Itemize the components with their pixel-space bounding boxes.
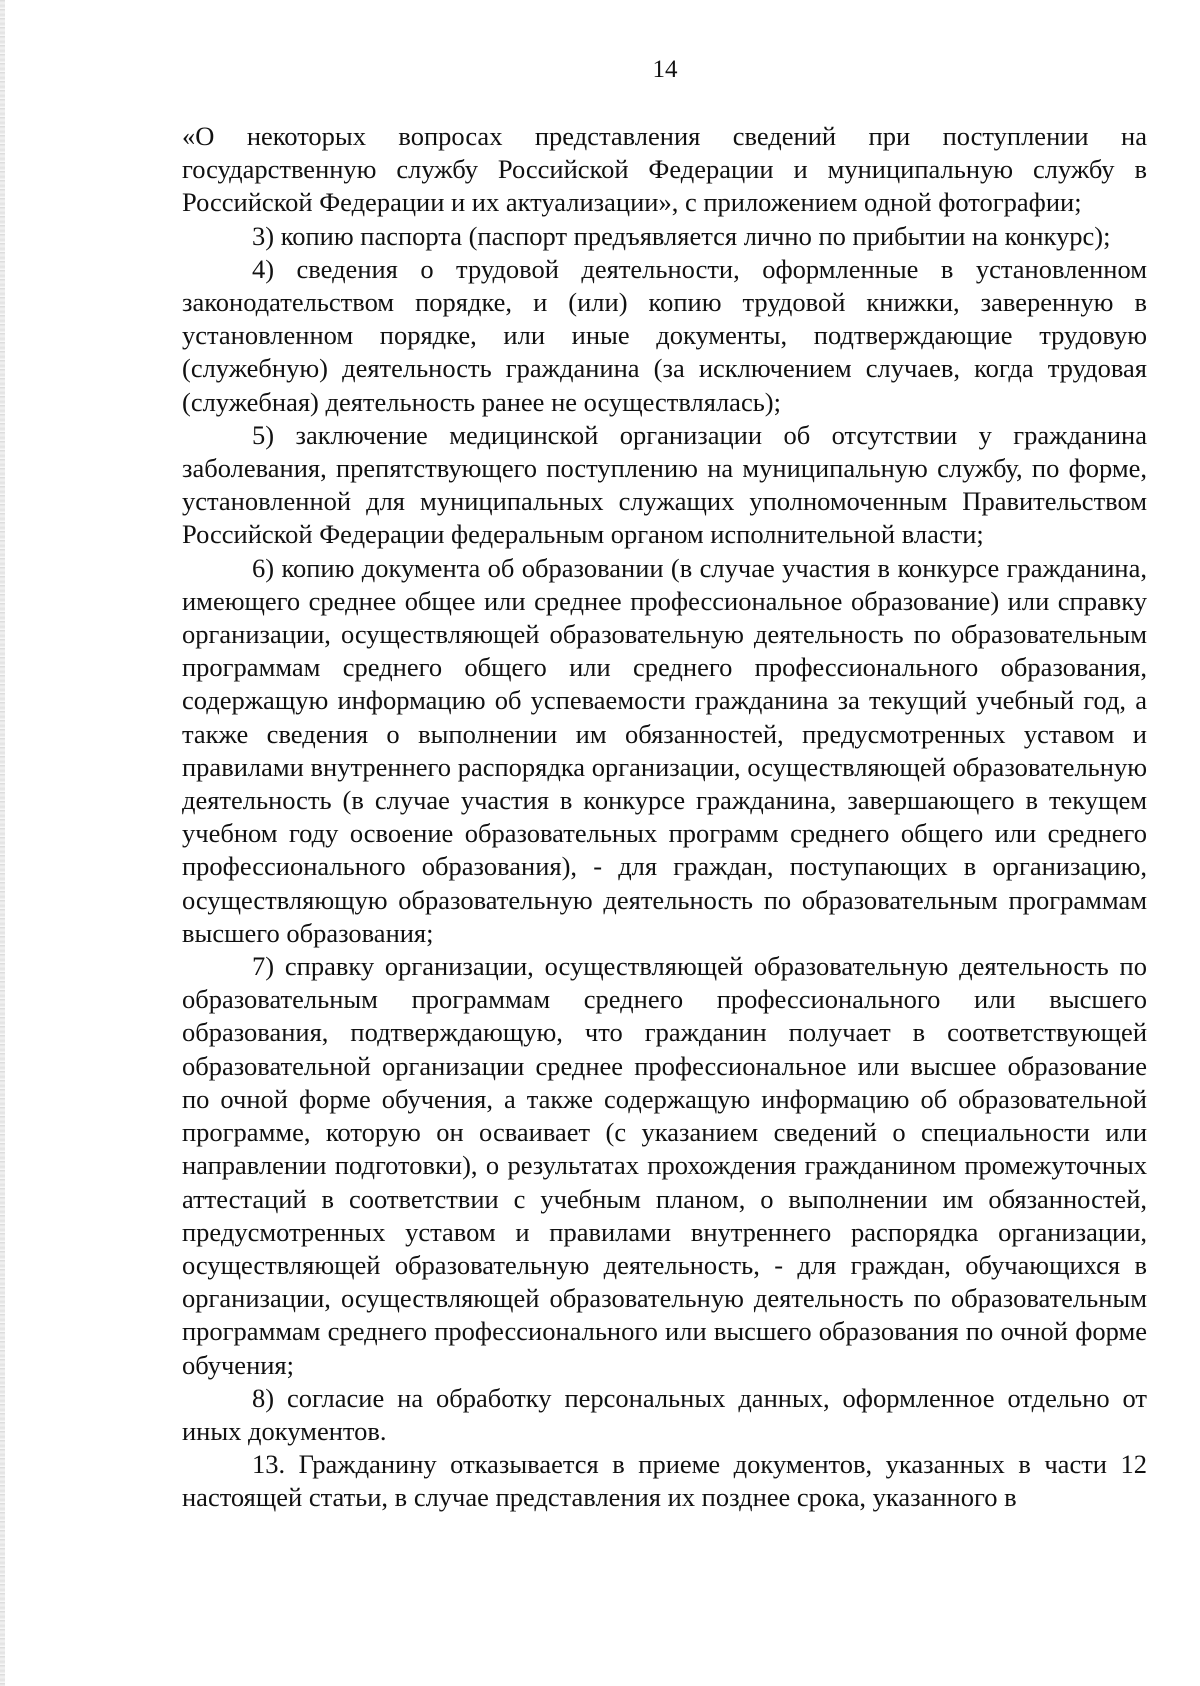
paragraph-item-3: 3) копию паспорта (паспорт предъявляется лично по прибытии на конкурс); <box>252 220 1111 251</box>
scan-edge <box>0 0 5 1686</box>
paragraph-item-8: 8) согласие на обработку персональных данных, оформленное отдельно от иных документов. <box>182 1382 1147 1446</box>
paragraph-item-4: 4) сведения о трудовой деятельности, оформленные в установленном законодательством порядке, и (или) копию трудовой книжки, заверенную в установленном порядке, или иные документы, подтверждающие трудовую (служебную) деятельность гражданина (за исключением случаев, когда трудовая (служебная) деятельность ранее не осуществлялась); <box>182 253 1147 417</box>
paragraph-continuation: «О некоторых вопросах представления сведений при поступлении на государственную службу Российской Федерации и муниципальную службу в Российской Федерации и их актуализации», с приложением одной фотографии; <box>182 121 1147 218</box>
paragraph-item-6: 6) копию документа об образовании (в случае участия в конкурсе гражданина, имеющего среднее общее или среднее профессиональное образование) или справку организации, осуществляющей образовательную деятельность по образовательным программам среднего общего или среднего профессионального образования, содержащую информацию об успеваемости гражданина за текущий учебный год, а также сведения о выполнении им обязанностей, предусмотренных уставом и правилами внутреннего распорядка организации, осуществляющей образовательную деятельность (в случае участия в конкурсе гражданина, завершающего в текущем учебном году освоение образовательных программ среднего общего или среднего профессионального образования), - для граждан, поступающих в организацию, осуществляющую образовательную деятельность по образовательным программам высшего образования; <box>182 552 1147 948</box>
paragraph-item-5: 5) заключение медицинской организации об отсутствии у гражданина заболевания, препятствующего поступлению на муниципальную службу, по форме, установленной для муниципальных служащих уполномоченным Правительством Российской Федерации федеральным органом исполнительной власти; <box>182 419 1147 550</box>
paragraph-section-13: 13. Гражданину отказывается в приеме документов, указанных в части 12 настоящей статьи, в случае представления их позднее срока, указанного в <box>182 1449 1147 1513</box>
paragraph-item-7: 7) справку организации, осуществляющей образовательную деятельность по образовательным программам среднего профессионального или высшего образования, подтверждающую, что гражданин получает в соответствующей образовательной организации среднее профессиональное или высшее образование по очной форме обучения, а также содержащую информацию об образовательной программе, которую он осваивает (с указанием сведений о специальности или направлении подготовки), о результатах прохождения гражданином промежуточных аттестаций в соответствии с учебным планом, о выполнении им обязанностей, предусмотренных уставом и правилами внутреннего распорядка организации, осуществляющей образовательную деятельность, - для граждан, обучающихся в организации, осуществляющей образовательную деятельность по образовательным программам среднего профессионального или высшего образования по очной форме обучения; <box>182 951 1147 1380</box>
page-number: 14 <box>652 56 678 83</box>
document-body <box>182 120 1147 1515</box>
